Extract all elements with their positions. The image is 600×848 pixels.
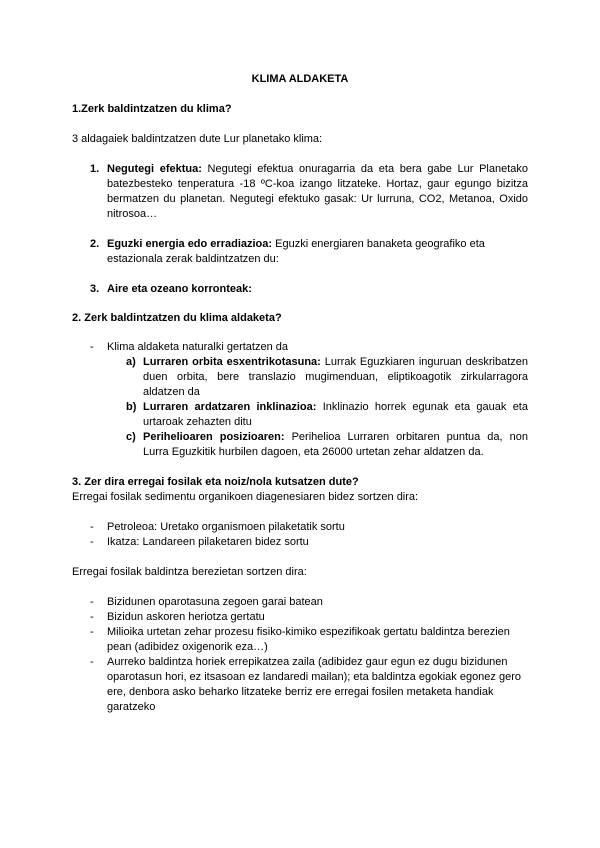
item-text: Inklinazio horrek egunak eta gauak eta urtaroak zehazten ditu	[143, 401, 528, 428]
list-item	[72, 400, 528, 430]
dash-marker: -	[90, 656, 94, 668]
item-term: Lurraren ardatzaren inklinazioa:	[143, 401, 317, 413]
dash-marker: -	[90, 521, 94, 533]
list-number: 3.	[90, 283, 100, 295]
fossil-fuel-conditions-list	[72, 595, 528, 715]
item-text: Lurrak Eguzkiaren inguruan deskribatzen duen orbita, bere translazio mugimenduan, eliptikoagotik zirkularragora aldatzen da	[143, 356, 528, 398]
section-3-intro-2: Erregai fosilak baldintza berezietan sortzen dira:	[72, 566, 307, 578]
document-page	[72, 72, 528, 715]
document-title: KLIMA ALDAKETA	[251, 73, 349, 85]
item-text: Eguzki energiaren banaketa geografiko eta estazionala zerak baldintzatzen du:	[107, 238, 485, 265]
list-item	[72, 520, 528, 535]
list-letter: b)	[126, 401, 137, 413]
section-3-heading: 3. Zer dira erregai fosilak eta noiz/nola kutsatzen dute?	[72, 476, 359, 488]
item-text: Aurreko baldintza horiek errepikatzea zaila (adibidez gaur egun ez dugu bizidunen oparotasun hori, ez itsasoan ez landaredi mailan); eta baldintza egokiak egonez gero ere, denbora asko beharko litzateke berriz ere erregai fosilen metaketa handiak garatzeko	[107, 656, 521, 713]
item-term: Lurraren orbita esxentrikotasuna:	[143, 356, 321, 368]
list-item	[72, 237, 528, 267]
item-text: Klima aldaketa naturalki gertatzen da	[107, 341, 288, 353]
list-letter: c)	[126, 431, 136, 443]
item-term: Negutegi efektua:	[107, 163, 202, 175]
list-item	[72, 430, 528, 460]
list-item	[72, 162, 528, 222]
dash-marker: -	[90, 341, 94, 353]
section-1-intro: 3 aldagaiek baldintzatzen dute Lur planetako klima:	[72, 133, 323, 145]
item-term: Eguzki energia edo erradiazioa:	[107, 238, 273, 250]
item-text: Negutegi efektua onuragarria da eta bera gabe Lur Planetako batezbesteko tenperatura -18 ºC-koa izango litzateke. Hortaz, gaur egungo bizitza bermatzen du planetan. Negutegi efektuko gasak: Ur lurruna, CO2, Metanoa, Oxido nitrosoa…	[107, 163, 528, 220]
climate-change-causes-list	[72, 355, 528, 460]
list-item	[72, 595, 528, 610]
item-text: Bizidun askoren heriotza gertatu	[107, 611, 265, 623]
list-item	[72, 355, 528, 400]
list-item	[72, 340, 528, 355]
list-item	[72, 610, 528, 625]
item-text: Milioika urtetan zehar prozesu fisiko-kimiko espezifikoak gertatu baldintza berezien pean (adibidez oxigenorik eza…)	[107, 626, 510, 653]
item-text: Ikatza: Landareen pilaketaren bidez sortu	[107, 536, 309, 548]
list-item	[72, 282, 528, 297]
item-term: Perihelioaren posizioaren:	[143, 431, 285, 443]
item-term: Aire eta ozeano korronteak:	[107, 283, 252, 295]
list-item	[72, 535, 528, 550]
section-2-heading: 2. Zerk baldintzatzen du klima aldaketa?	[72, 312, 282, 324]
list-item	[72, 655, 528, 715]
list-letter: a)	[126, 356, 136, 368]
dash-marker: -	[90, 626, 94, 638]
section-3-intro: Erregai fosilak sedimentu organikoen diagenesiaren bidez sortzen dira:	[72, 491, 419, 503]
item-text: Perihelioa Lurraren orbitaren puntua da, non Lurra Eguzkitik hurbilen dagoen, eta 26000 urtetan zehar aldatzen da.	[143, 431, 528, 458]
section-1-heading: 1.Zerk baldintzatzen du klima?	[72, 103, 232, 115]
list-number: 1.	[90, 163, 100, 175]
dash-marker: -	[90, 611, 94, 623]
fossil-fuel-types-list	[72, 520, 528, 550]
section-2-bullets	[72, 340, 528, 355]
item-text: Bizidunen oparotasuna zegoen garai batean	[107, 596, 323, 608]
dash-marker: -	[90, 596, 94, 608]
item-text: Petroleoa: Uretako organismoen pilaketatik sortu	[107, 521, 345, 533]
list-item	[72, 625, 528, 655]
list-number: 2.	[90, 238, 100, 250]
dash-marker: -	[90, 536, 94, 548]
climate-factors-list	[72, 162, 528, 297]
